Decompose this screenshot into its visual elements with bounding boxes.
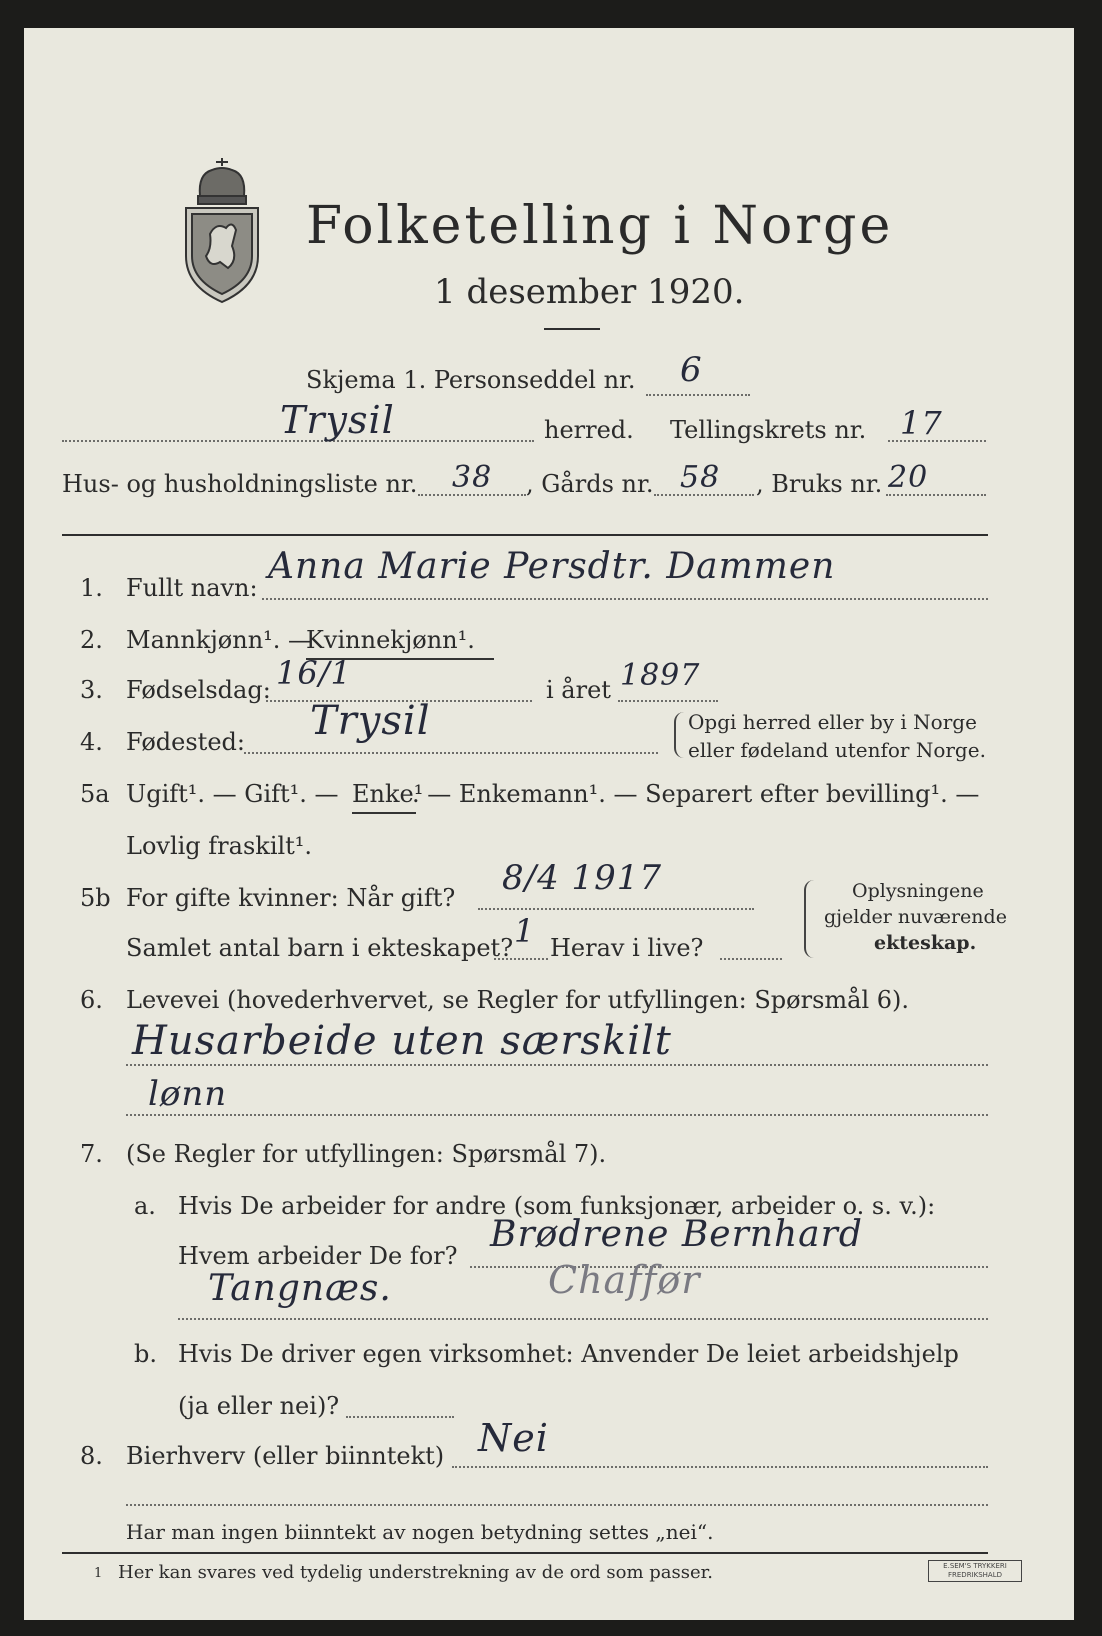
q5b-children-line	[494, 958, 548, 960]
q2-female: Kvinnekjønn¹.	[306, 626, 475, 654]
birth-day: 16/1	[276, 654, 352, 692]
gards-nr: 58	[680, 460, 721, 495]
husliste-nr: 38	[452, 460, 493, 495]
full-name: Anna Marie Persdtr. Dammen	[268, 546, 836, 587]
title-divider	[544, 328, 600, 330]
q3-number: 3.	[80, 676, 103, 704]
q5b-alive-label: Herav i live?	[550, 934, 704, 962]
q5b-alive-line	[720, 958, 782, 960]
husliste-label: Hus- og husholdningsliste nr.	[62, 470, 418, 498]
q5a-fraskilt: Lovlig fraskilt¹.	[126, 832, 313, 860]
q5b-children-label: Samlet antal barn i ekteskapet?	[126, 934, 514, 962]
q3-year-line	[618, 700, 718, 702]
q8-line	[452, 1466, 988, 1468]
form-title: Folketelling i Norge	[306, 196, 894, 256]
q8-line-2	[126, 1504, 988, 1506]
q7b-question: (ja eller nei)?	[178, 1392, 340, 1420]
job-title: Chaffør	[548, 1258, 701, 1302]
side-income: Nei	[478, 1416, 549, 1460]
bruks-nr: 20	[888, 460, 929, 495]
q4-note-2: eller fødeland utenfor Norge.	[688, 738, 986, 762]
q7a-label: Hvis De arbeider for andre (som funksjonær, arbeider o. s. v.):	[178, 1192, 936, 1220]
q5b-number: 5b	[80, 884, 111, 912]
q7a-line-2	[178, 1318, 988, 1320]
q1-line	[262, 598, 988, 600]
q5b-note-3: ekteskap.	[874, 932, 977, 954]
coat-of-arms-icon	[176, 156, 268, 306]
form-date: 1 desember 1920.	[434, 272, 745, 312]
q7b-letter: b.	[134, 1340, 157, 1368]
q6-line-1	[126, 1064, 988, 1066]
q1-label: Fullt navn:	[126, 574, 258, 602]
q4-brace	[674, 712, 684, 758]
header-divider	[62, 534, 988, 536]
q4-line	[244, 752, 658, 754]
q5b-note-2: gjelder nuværende	[824, 906, 1007, 928]
q7b-line	[346, 1416, 454, 1418]
q5b-note-1: Oplysningene	[852, 880, 984, 902]
q1-number: 1.	[80, 574, 103, 602]
q4-number: 4.	[80, 728, 103, 756]
tellingskrets-nr: 17	[900, 404, 943, 442]
q7-number: 7.	[80, 1140, 103, 1168]
q8-number: 8.	[80, 1442, 103, 1470]
children-count: 1	[514, 912, 536, 950]
q5a-number: 5a	[80, 780, 110, 808]
q5a-options-c: . — Enkemann¹. — Separert efter bevilling¹. —	[412, 780, 980, 808]
occupation-line-2: lønn	[148, 1074, 228, 1114]
q5a-enke-underline	[352, 812, 416, 814]
skjema-label: Skjema 1. Personseddel nr.	[306, 366, 636, 394]
birth-place: Trysil	[310, 698, 431, 744]
q8-label: Bierhverv (eller biinntekt)	[126, 1442, 445, 1470]
q3-year-label: i året	[546, 676, 611, 704]
q4-label: Fødested:	[126, 728, 245, 756]
personseddel-nr: 6	[680, 350, 703, 390]
q5b-brace	[804, 880, 814, 958]
footer-note: Har man ingen biinntekt av nogen betydning settes „nei“.	[126, 1520, 714, 1544]
q7b-label: Hvis De driver egen virksomhet: Anvender De leiet arbeidshjelp	[178, 1340, 959, 1368]
tellingskrets-label: Tellingskrets nr.	[670, 416, 867, 444]
q5a-enke: Enke¹	[352, 780, 424, 808]
birth-year: 1897	[620, 658, 701, 693]
employer-line-2: Tangnæs.	[208, 1268, 392, 1309]
q4-note-1: Opgi herred eller by i Norge	[688, 710, 977, 734]
q7a-letter: a.	[134, 1192, 156, 1220]
gards-label: , Gårds nr.	[526, 470, 654, 498]
q6-line-2	[126, 1114, 988, 1116]
employer-line-1: Brødrene Bernhard	[490, 1214, 863, 1255]
q7-label: (Se Regler for utfyllingen: Spørsmål 7).	[126, 1140, 607, 1168]
q5a-options-a: Ugift¹. — Gift¹. —	[126, 780, 339, 808]
herred-value: Trysil	[280, 398, 395, 442]
q5b-married-line	[478, 908, 754, 910]
personseddel-line	[646, 394, 750, 396]
footer-divider	[62, 1552, 988, 1554]
printer-stamp: E.SEM'S TRYKKERI FREDRIKSHALD	[928, 1560, 1022, 1582]
q7a-question: Hvem arbeider De for?	[178, 1242, 458, 1270]
herred-label: herred.	[544, 416, 634, 444]
bruks-label: , Bruks nr.	[756, 470, 883, 498]
q6-number: 6.	[80, 986, 103, 1014]
footnote: Her kan svares ved tydelig understrekning av de ord som passer.	[118, 1562, 713, 1583]
q5b-married-label: For gifte kvinner: Når gift?	[126, 884, 456, 912]
q3-label: Fødselsdag:	[126, 676, 271, 704]
married-date: 8/4 1917	[502, 858, 663, 898]
occupation-line-1: Husarbeide uten særskilt	[132, 1018, 672, 1064]
footnote-mark: 1	[94, 1566, 103, 1581]
q2-number: 2.	[80, 626, 103, 654]
q2-male: Mannkjønn¹. —	[126, 626, 313, 654]
q6-label: Levevei (hovederhvervet, se Regler for utfyllingen: Spørsmål 6).	[126, 986, 910, 1014]
